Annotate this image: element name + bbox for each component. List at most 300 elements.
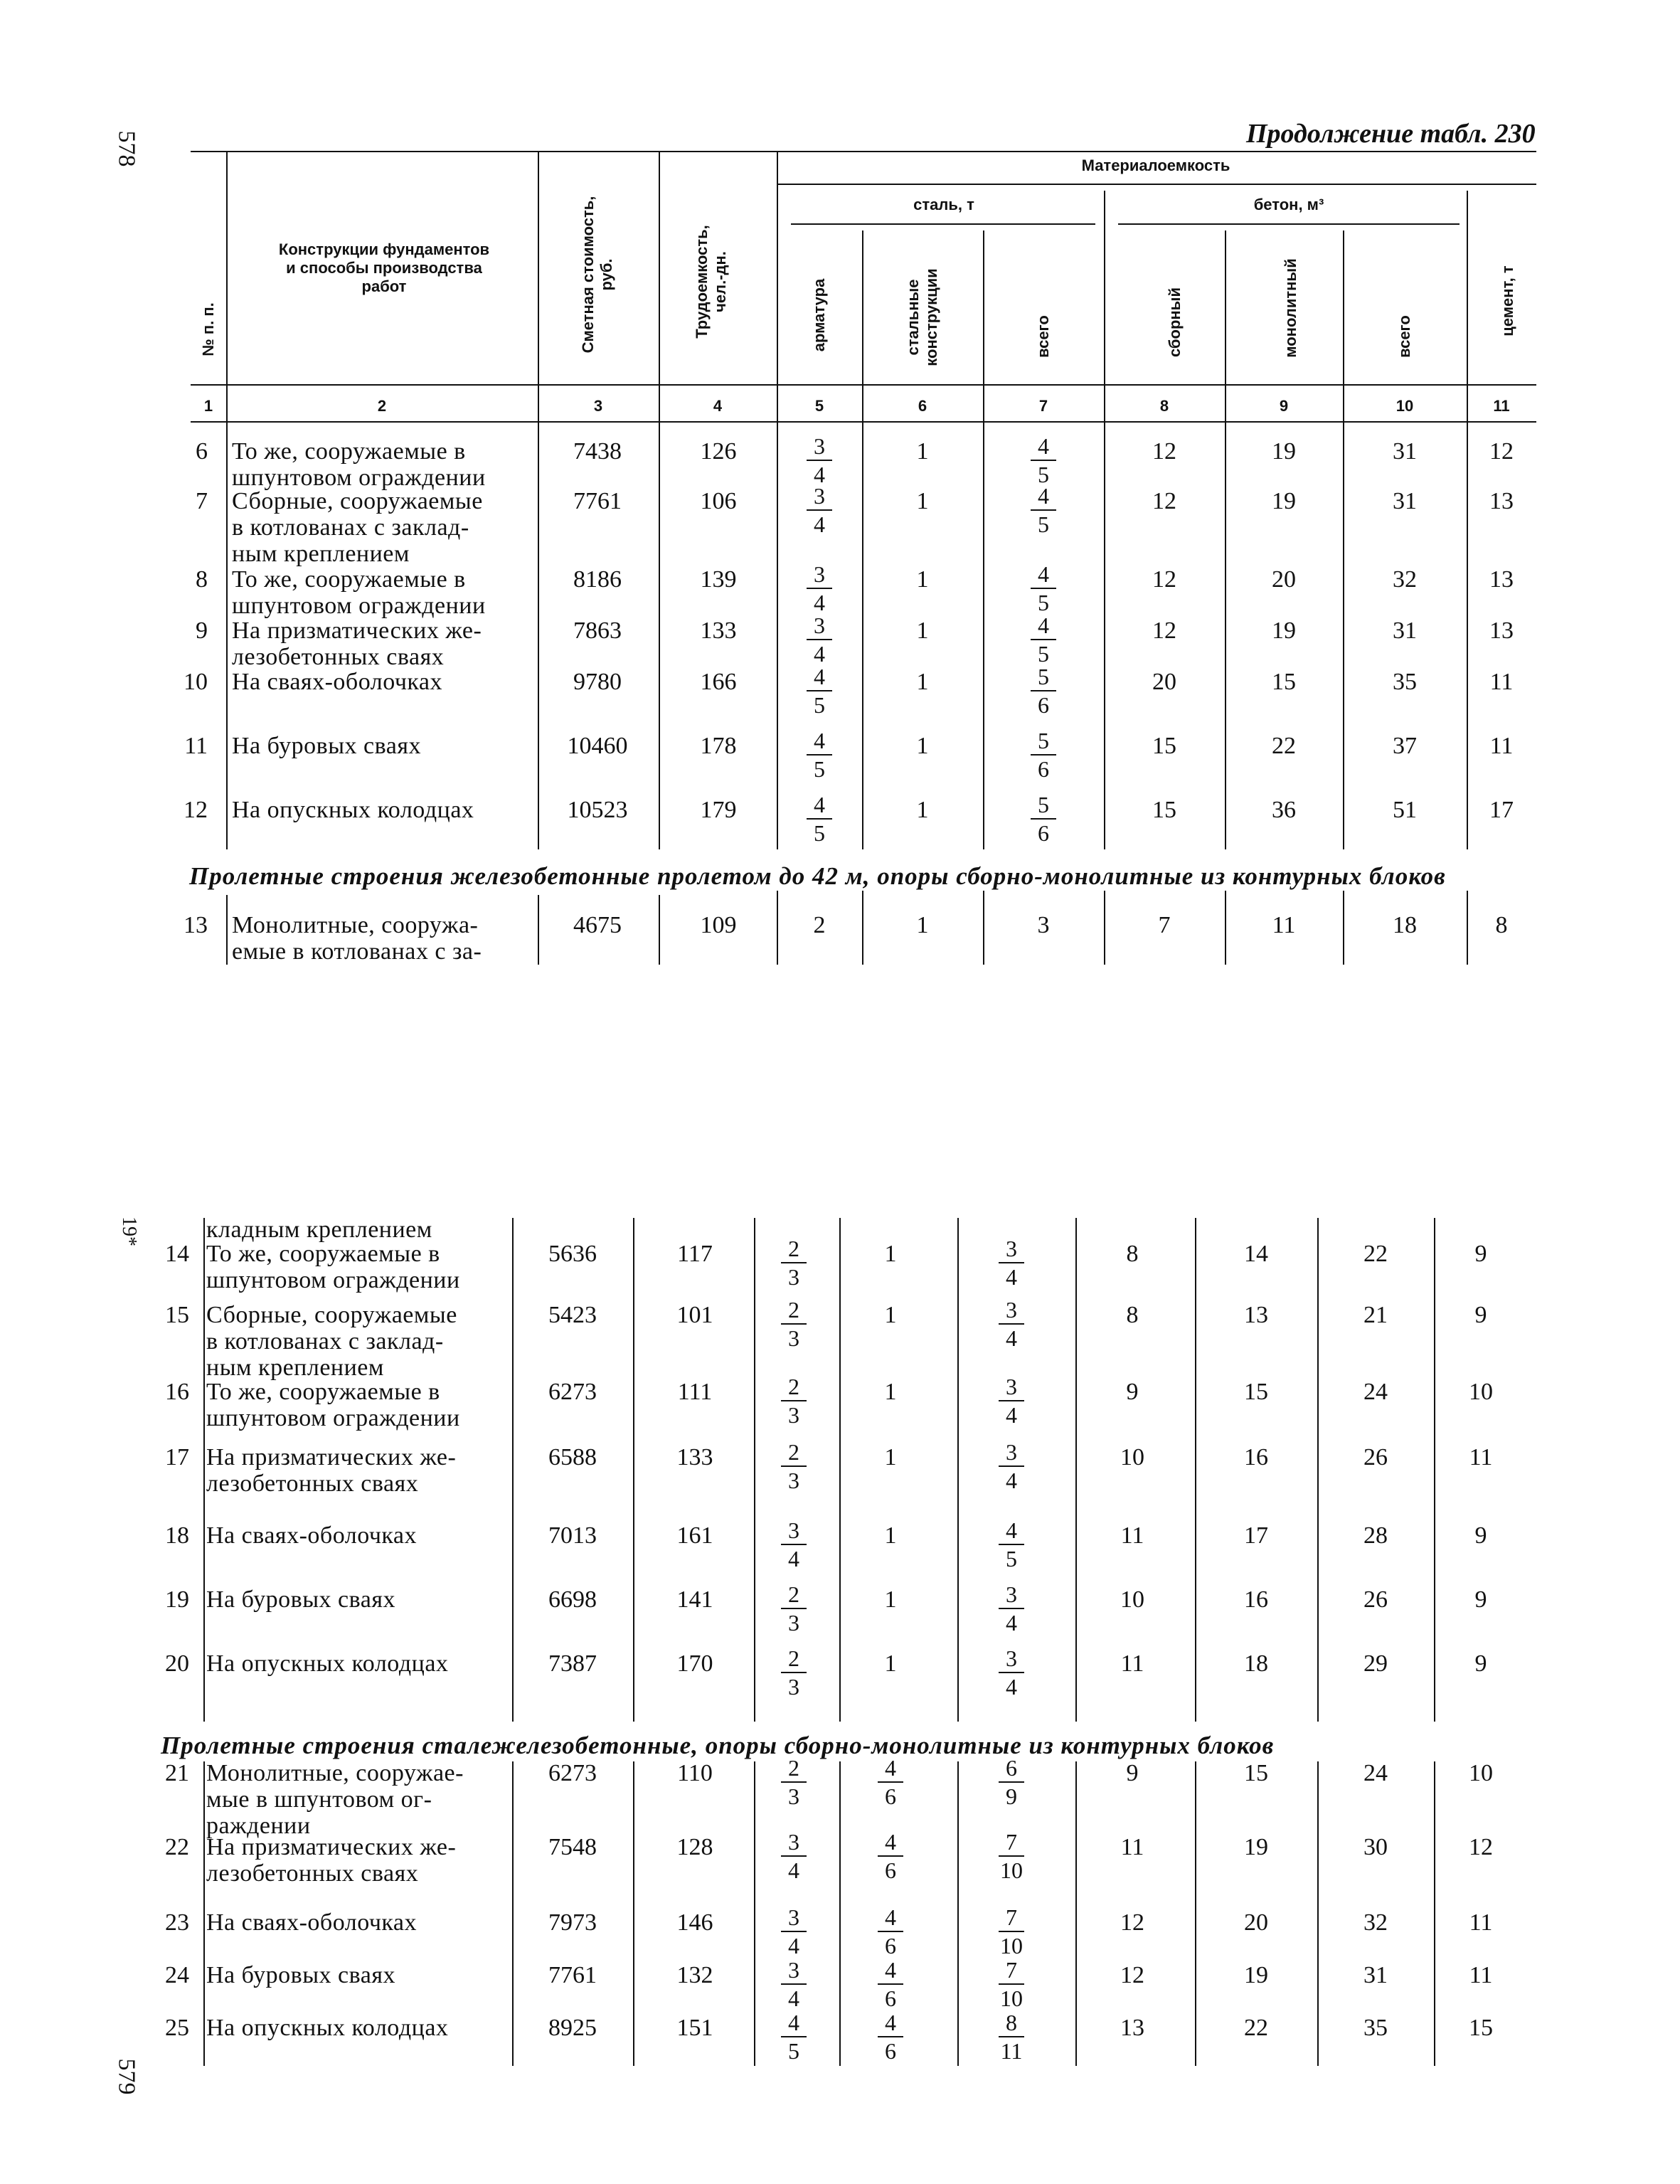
fraction-bar bbox=[1031, 509, 1056, 511]
fraction-numerator: 3 bbox=[1006, 1645, 1017, 1671]
row-labor: 132 bbox=[676, 1962, 713, 1988]
row-description: На буровых сваях bbox=[206, 1586, 395, 1613]
row-concrete-total: 29 bbox=[1363, 1650, 1388, 1677]
row-concrete-total: 18 bbox=[1393, 912, 1417, 938]
steel-total-fraction bbox=[1029, 434, 1058, 487]
steel-total-fraction bbox=[1029, 484, 1058, 536]
row-steel-total: 3 bbox=[1037, 912, 1050, 938]
row-description: То же, сооружаемые в шпунтовом ограждении bbox=[232, 566, 486, 619]
fraction-bar bbox=[999, 1781, 1024, 1783]
row-labor: 128 bbox=[676, 1834, 713, 1860]
column-line bbox=[1225, 891, 1226, 965]
row-cement: 13 bbox=[1489, 566, 1514, 593]
armatura-fraction bbox=[780, 1905, 808, 1958]
row-labor: 111 bbox=[677, 1379, 713, 1405]
fraction-denominator: 4 bbox=[1006, 1468, 1017, 1493]
armatura-fraction bbox=[805, 728, 834, 781]
fraction-numerator: 4 bbox=[885, 2010, 896, 2035]
row-cost: 7973 bbox=[548, 1909, 597, 1936]
row-monolith: 20 bbox=[1272, 566, 1296, 593]
row-cement: 10 bbox=[1469, 1760, 1493, 1786]
row-prefab: 12 bbox=[1152, 617, 1176, 644]
fraction-denominator: 3 bbox=[788, 1325, 799, 1351]
fraction-denominator: 9 bbox=[1006, 1783, 1017, 1809]
row-number: 12 bbox=[184, 797, 208, 823]
row-cement: 8 bbox=[1495, 912, 1508, 938]
row-cost: 6273 bbox=[548, 1379, 597, 1405]
fraction-numerator: 4 bbox=[1038, 561, 1049, 587]
armatura-fraction bbox=[780, 1958, 808, 2010]
column-line bbox=[659, 895, 660, 965]
row-monolith: 19 bbox=[1272, 438, 1296, 465]
fraction-numerator: 4 bbox=[885, 1904, 896, 1930]
column-line bbox=[777, 891, 778, 965]
header-construction: Конструкции фундаментов и способы производства работ bbox=[278, 240, 490, 295]
row-prefab: 9 bbox=[1126, 1379, 1139, 1405]
fraction-numerator: 7 bbox=[1006, 1829, 1017, 1855]
material-rule bbox=[777, 184, 1536, 185]
row-cement: 9 bbox=[1474, 1241, 1487, 1267]
armatura-fraction bbox=[780, 1756, 808, 1808]
header-column-line bbox=[862, 230, 863, 421]
index-row-rule bbox=[191, 421, 1536, 423]
steel-total-fraction bbox=[997, 1518, 1026, 1571]
fraction-denominator: 4 bbox=[788, 1986, 799, 2011]
armatura-fraction bbox=[780, 1518, 808, 1571]
fraction-denominator: 6 bbox=[1038, 820, 1049, 846]
row-number: 25 bbox=[165, 2015, 189, 2041]
fraction-bar bbox=[807, 639, 832, 640]
signature-mark: 19* bbox=[118, 1216, 140, 1246]
header-prefab: сборный bbox=[1166, 287, 1184, 358]
fraction-numerator: 2 bbox=[788, 1755, 799, 1781]
fraction-numerator: 5 bbox=[1038, 728, 1049, 753]
row-labor: 106 bbox=[700, 488, 737, 514]
row-steel-construction: 1 bbox=[884, 1379, 897, 1405]
row-concrete-total: 28 bbox=[1363, 1522, 1388, 1549]
row-number: 6 bbox=[196, 438, 208, 465]
steel-total-fraction bbox=[997, 1958, 1026, 2010]
header-column-line bbox=[777, 151, 778, 421]
row-labor: 109 bbox=[700, 912, 737, 938]
fraction-bar bbox=[999, 1465, 1024, 1467]
fraction-bar bbox=[878, 1931, 903, 1932]
header-bottom-rule bbox=[191, 384, 1536, 386]
row-description: То же, сооружаемые в шпунтовом ограждении bbox=[232, 438, 486, 491]
row-cost: 8925 bbox=[548, 2015, 597, 2041]
fraction-numerator: 4 bbox=[1038, 613, 1049, 638]
armatura-fraction bbox=[780, 1298, 808, 1350]
header-column-line bbox=[659, 151, 660, 421]
row-prefab: 11 bbox=[1120, 1834, 1144, 1860]
fraction-denominator: 5 bbox=[788, 2038, 799, 2064]
row-monolith: 19 bbox=[1272, 488, 1296, 514]
header-labor: Трудоемкость, чел.-дн. bbox=[693, 225, 729, 339]
fraction-bar bbox=[781, 1400, 807, 1401]
body-column-line bbox=[1195, 1761, 1196, 2066]
fraction-bar bbox=[999, 1672, 1024, 1673]
fraction-bar bbox=[1031, 818, 1056, 820]
fraction-bar bbox=[878, 2036, 903, 2037]
fraction-denominator: 6 bbox=[885, 1986, 896, 2011]
row-prefab: 11 bbox=[1120, 1650, 1144, 1677]
fraction-bar bbox=[1031, 588, 1056, 589]
fraction-numerator: 3 bbox=[814, 561, 825, 587]
fraction-denominator: 11 bbox=[1000, 2038, 1023, 2064]
steel-construction-fraction bbox=[876, 1905, 905, 1958]
column-index: 3 bbox=[593, 397, 603, 415]
header-column-line bbox=[1104, 191, 1105, 230]
row-cement: 9 bbox=[1474, 1586, 1487, 1613]
armatura-fraction bbox=[805, 562, 834, 615]
steel-total-fraction bbox=[1029, 728, 1058, 781]
fraction-bar bbox=[807, 754, 832, 756]
row-cement: 11 bbox=[1469, 1444, 1493, 1470]
row-prefab: 13 bbox=[1120, 2015, 1144, 2041]
row-cost: 10460 bbox=[567, 733, 628, 759]
row-labor: 151 bbox=[676, 2015, 713, 2041]
header-column-line bbox=[1104, 230, 1105, 421]
fraction-denominator: 4 bbox=[1006, 1610, 1017, 1636]
fraction-numerator: 5 bbox=[1038, 664, 1049, 689]
body-column-line bbox=[659, 421, 660, 849]
row-steel-construction: 1 bbox=[916, 438, 929, 465]
row-concrete-total: 35 bbox=[1363, 2015, 1388, 2041]
fraction-numerator: 2 bbox=[788, 1374, 799, 1399]
row-description: На опускных колодцах bbox=[206, 2015, 449, 2041]
body-column-line bbox=[1343, 421, 1344, 849]
row-monolith: 19 bbox=[1244, 1834, 1268, 1860]
armatura-fraction bbox=[805, 793, 834, 845]
column-index: 7 bbox=[1038, 397, 1048, 415]
row-armatura: 2 bbox=[813, 912, 826, 938]
row-cement: 11 bbox=[1489, 669, 1514, 695]
column-line bbox=[983, 891, 984, 965]
fraction-denominator: 5 bbox=[1038, 511, 1049, 537]
row-monolith: 16 bbox=[1244, 1444, 1268, 1470]
fraction-numerator: 4 bbox=[1006, 1517, 1017, 1543]
row-monolith: 20 bbox=[1244, 1909, 1268, 1936]
fraction-bar bbox=[1031, 690, 1056, 691]
fraction-bar bbox=[999, 1931, 1024, 1932]
row-monolith: 19 bbox=[1244, 1962, 1268, 1988]
fraction-denominator: 6 bbox=[885, 2038, 896, 2064]
fraction-denominator: 3 bbox=[788, 1468, 799, 1493]
fraction-bar bbox=[999, 1544, 1024, 1545]
row-monolith: 22 bbox=[1272, 733, 1296, 759]
row-prefab: 12 bbox=[1120, 1909, 1144, 1936]
body-column-line bbox=[957, 1218, 959, 1722]
row-prefab: 10 bbox=[1120, 1444, 1144, 1470]
fraction-denominator: 6 bbox=[885, 1933, 896, 1958]
fraction-denominator: 6 bbox=[1038, 756, 1049, 782]
continued-description: кладным креплением bbox=[206, 1216, 432, 1243]
steel-total-fraction bbox=[997, 1756, 1026, 1808]
row-cement: 13 bbox=[1489, 488, 1514, 514]
steel-total-fraction bbox=[997, 1582, 1026, 1635]
row-description: На сваях-оболочках bbox=[232, 669, 443, 695]
row-prefab: 20 bbox=[1152, 669, 1176, 695]
fraction-numerator: 2 bbox=[788, 1236, 799, 1261]
fraction-numerator: 4 bbox=[1038, 433, 1049, 459]
row-concrete-total: 30 bbox=[1363, 1834, 1388, 1860]
armatura-fraction bbox=[780, 1582, 808, 1635]
fraction-numerator: 3 bbox=[1006, 1297, 1017, 1322]
fraction-numerator: 3 bbox=[814, 613, 825, 638]
row-concrete-total: 24 bbox=[1363, 1379, 1388, 1405]
row-description: На буровых сваях bbox=[232, 733, 421, 759]
row-monolith: 19 bbox=[1272, 617, 1296, 644]
row-prefab: 8 bbox=[1126, 1241, 1139, 1267]
fraction-denominator: 3 bbox=[788, 1610, 799, 1636]
row-description: На призматических же- лезобетонных сваях bbox=[206, 1444, 457, 1497]
column-index: 4 bbox=[713, 397, 723, 415]
row-description: На опускных колодцах bbox=[206, 1650, 449, 1677]
row-steel-construction: 1 bbox=[916, 669, 929, 695]
body-column-line bbox=[1195, 1218, 1196, 1722]
fraction-numerator: 3 bbox=[1006, 1236, 1017, 1261]
row-steel-construction: 1 bbox=[884, 1302, 897, 1328]
row-concrete-total: 21 bbox=[1363, 1302, 1388, 1328]
header-top-rule bbox=[191, 151, 1536, 152]
column-index: 6 bbox=[918, 397, 927, 415]
row-description: Монолитные, сооружа- емые в котлованах с за- bbox=[232, 912, 482, 965]
row-concrete-total: 35 bbox=[1393, 669, 1417, 695]
steel-total-fraction bbox=[997, 2010, 1026, 2063]
fraction-denominator: 3 bbox=[788, 1674, 799, 1700]
fraction-denominator: 4 bbox=[1006, 1325, 1017, 1351]
row-labor: 141 bbox=[676, 1586, 713, 1613]
fraction-numerator: 4 bbox=[885, 1755, 896, 1781]
row-monolith: 11 bbox=[1272, 912, 1296, 938]
row-number: 8 bbox=[196, 566, 208, 593]
steel-total-fraction bbox=[997, 1440, 1026, 1493]
steel-total-fraction bbox=[1029, 664, 1058, 717]
row-labor: 101 bbox=[676, 1302, 713, 1328]
row-concrete-total: 26 bbox=[1363, 1586, 1388, 1613]
row-labor: 179 bbox=[700, 797, 737, 823]
row-cost: 7387 bbox=[548, 1650, 597, 1677]
fraction-bar bbox=[781, 1931, 807, 1932]
fraction-bar bbox=[1031, 754, 1056, 756]
row-description: Сборные, сооружаемые в котлованах с заклад- ным креплением bbox=[232, 488, 483, 567]
row-labor: 117 bbox=[677, 1241, 713, 1267]
row-steel-construction: 1 bbox=[916, 797, 929, 823]
row-monolith: 14 bbox=[1244, 1241, 1268, 1267]
row-description: На призматических же- лезобетонных сваях bbox=[206, 1834, 457, 1887]
fraction-denominator: 4 bbox=[814, 641, 825, 667]
fraction-denominator: 3 bbox=[788, 1783, 799, 1809]
header-steel-total: всего bbox=[1034, 315, 1052, 358]
column-line bbox=[1343, 891, 1344, 965]
row-steel-construction: 1 bbox=[916, 733, 929, 759]
row-cost: 5423 bbox=[548, 1302, 597, 1328]
row-cost: 7863 bbox=[573, 617, 622, 644]
row-labor: 133 bbox=[700, 617, 737, 644]
body-column-line bbox=[1317, 1761, 1319, 2066]
header-monolith: монолитный bbox=[1282, 258, 1299, 358]
row-steel-construction: 1 bbox=[916, 617, 929, 644]
row-prefab: 12 bbox=[1152, 438, 1176, 465]
row-monolith: 36 bbox=[1272, 797, 1296, 823]
row-monolith: 15 bbox=[1272, 669, 1296, 695]
fraction-numerator: 2 bbox=[788, 1439, 799, 1465]
fraction-denominator: 5 bbox=[1038, 462, 1049, 487]
row-labor: 170 bbox=[676, 1650, 713, 1677]
row-concrete-total: 32 bbox=[1363, 1909, 1388, 1936]
steel-total-fraction bbox=[997, 1236, 1026, 1289]
header-steel-constructions: стальные конструкции bbox=[904, 268, 940, 366]
row-cement: 12 bbox=[1469, 1834, 1493, 1860]
row-number: 9 bbox=[196, 617, 208, 644]
row-prefab: 12 bbox=[1152, 566, 1176, 593]
row-steel-construction: 1 bbox=[916, 912, 929, 938]
row-cement: 11 bbox=[1489, 733, 1514, 759]
fraction-denominator: 10 bbox=[1000, 1857, 1023, 1883]
fraction-bar bbox=[999, 1608, 1024, 1609]
row-number: 24 bbox=[165, 1962, 189, 1988]
fraction-bar bbox=[878, 1983, 903, 1985]
row-monolith: 15 bbox=[1244, 1760, 1268, 1786]
row-steel-construction: 1 bbox=[884, 1586, 897, 1613]
fraction-bar bbox=[781, 1544, 807, 1545]
row-number: 20 bbox=[165, 1650, 189, 1677]
row-cost: 7438 bbox=[573, 438, 622, 465]
fraction-bar bbox=[999, 2036, 1024, 2037]
row-monolith: 15 bbox=[1244, 1379, 1268, 1405]
row-number: 19 bbox=[165, 1586, 189, 1613]
fraction-denominator: 10 bbox=[1000, 1986, 1023, 2011]
row-cost: 8186 bbox=[573, 566, 622, 593]
body-column-line bbox=[1104, 421, 1105, 849]
row-cement: 9 bbox=[1474, 1522, 1487, 1549]
row-monolith: 22 bbox=[1244, 2015, 1268, 2041]
row-prefab: 12 bbox=[1120, 1962, 1144, 1988]
header-steel: сталь, т bbox=[913, 196, 974, 213]
fraction-numerator: 3 bbox=[814, 433, 825, 459]
header-concrete-total: всего bbox=[1395, 315, 1413, 358]
steel-total-fraction bbox=[1029, 613, 1058, 666]
row-number: 18 bbox=[165, 1522, 189, 1549]
row-steel-construction: 1 bbox=[916, 566, 929, 593]
row-prefab: 9 bbox=[1126, 1760, 1139, 1786]
armatura-fraction bbox=[780, 2010, 808, 2063]
fraction-numerator: 2 bbox=[788, 1581, 799, 1607]
row-cement: 17 bbox=[1489, 797, 1514, 823]
row-steel-construction: 1 bbox=[884, 1650, 897, 1677]
row-number: 11 bbox=[184, 733, 208, 759]
steel-total-fraction bbox=[997, 1646, 1026, 1699]
fraction-denominator: 5 bbox=[814, 692, 825, 718]
fraction-bar bbox=[807, 588, 832, 589]
row-cost: 6698 bbox=[548, 1586, 597, 1613]
table-continuation-title: Продолжение табл. 230 bbox=[1246, 119, 1536, 149]
column-line bbox=[538, 895, 539, 965]
fraction-denominator: 4 bbox=[814, 511, 825, 537]
row-cement: 13 bbox=[1489, 617, 1514, 644]
fraction-numerator: 7 bbox=[1006, 1957, 1017, 1983]
row-cost: 7548 bbox=[548, 1834, 597, 1860]
row-concrete-total: 37 bbox=[1393, 733, 1417, 759]
row-description: На сваях-оболочках bbox=[206, 1522, 418, 1549]
fraction-denominator: 3 bbox=[788, 1264, 799, 1290]
row-concrete-total: 24 bbox=[1363, 1760, 1388, 1786]
column-index: 1 bbox=[203, 397, 213, 415]
row-labor: 161 bbox=[676, 1522, 713, 1549]
body-column-line bbox=[957, 1761, 959, 2066]
fraction-denominator: 4 bbox=[1006, 1402, 1017, 1428]
row-concrete-total: 51 bbox=[1393, 797, 1417, 823]
row-description: На буровых сваях bbox=[206, 1962, 395, 1988]
row-number: 16 bbox=[165, 1379, 189, 1405]
fraction-numerator: 3 bbox=[1006, 1439, 1017, 1465]
body-column-line bbox=[203, 1218, 205, 1722]
row-number: 17 bbox=[165, 1444, 189, 1470]
fraction-bar bbox=[807, 460, 832, 461]
header-column-line bbox=[226, 151, 228, 421]
row-labor: 166 bbox=[700, 669, 737, 695]
row-cost: 7761 bbox=[548, 1962, 597, 1988]
fraction-numerator: 4 bbox=[1038, 483, 1049, 509]
row-cement: 11 bbox=[1469, 1962, 1493, 1988]
steel-construction-fraction bbox=[876, 1756, 905, 1808]
steel-total-fraction bbox=[997, 1298, 1026, 1350]
row-prefab: 15 bbox=[1152, 733, 1176, 759]
column-line bbox=[226, 895, 228, 965]
body-column-line bbox=[538, 421, 539, 849]
fraction-bar bbox=[781, 2036, 807, 2037]
row-number: 23 bbox=[165, 1909, 189, 1936]
row-number: 22 bbox=[165, 1834, 189, 1860]
row-cement: 9 bbox=[1474, 1650, 1487, 1677]
fraction-denominator: 10 bbox=[1000, 1933, 1023, 1958]
steel-total-fraction bbox=[997, 1374, 1026, 1427]
header-column-line bbox=[538, 151, 539, 421]
header-material: Материалоемкость bbox=[1081, 157, 1230, 174]
column-line bbox=[1104, 891, 1105, 965]
fraction-denominator: 5 bbox=[814, 756, 825, 782]
header-column-line bbox=[1343, 230, 1344, 421]
fraction-denominator: 3 bbox=[788, 1402, 799, 1428]
armatura-fraction bbox=[805, 434, 834, 487]
row-cost: 10523 bbox=[567, 797, 628, 823]
armatura-fraction bbox=[780, 1236, 808, 1289]
row-cement: 15 bbox=[1469, 2015, 1493, 2041]
fraction-numerator: 5 bbox=[1038, 792, 1049, 817]
fraction-bar bbox=[781, 1672, 807, 1673]
body-column-line bbox=[983, 421, 984, 849]
row-cement: 9 bbox=[1474, 1302, 1487, 1328]
fraction-denominator: 4 bbox=[1006, 1264, 1017, 1290]
column-index: 5 bbox=[814, 397, 824, 415]
steel-total-fraction bbox=[1029, 562, 1058, 615]
fraction-denominator: 4 bbox=[788, 1546, 799, 1571]
row-labor: 110 bbox=[677, 1760, 713, 1786]
fraction-numerator: 3 bbox=[814, 483, 825, 509]
steel-total-fraction bbox=[1029, 793, 1058, 845]
row-description: То же, сооружаемые в шпунтовом ограждении bbox=[206, 1241, 460, 1293]
fraction-bar bbox=[781, 1781, 807, 1783]
fraction-denominator: 4 bbox=[1006, 1674, 1017, 1700]
row-concrete-total: 31 bbox=[1393, 617, 1417, 644]
row-steel-construction: 1 bbox=[884, 1444, 897, 1470]
fraction-bar bbox=[999, 1262, 1024, 1263]
body-column-line bbox=[1075, 1218, 1077, 1722]
row-number: 14 bbox=[165, 1241, 189, 1267]
fraction-denominator: 6 bbox=[885, 1783, 896, 1809]
fraction-bar bbox=[999, 1855, 1024, 1857]
row-cement: 12 bbox=[1489, 438, 1514, 465]
